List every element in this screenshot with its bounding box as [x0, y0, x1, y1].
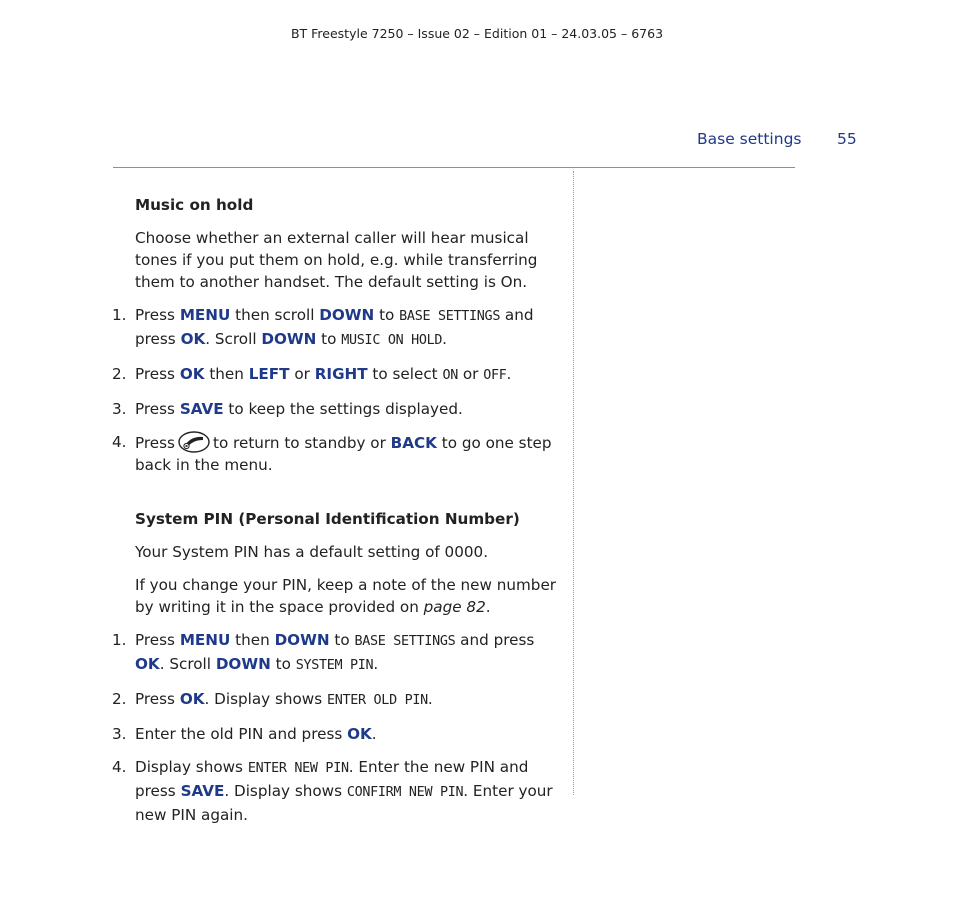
system-pin-default: Your System PIN has a default setting of 0000. — [135, 543, 489, 561]
music-on-hold-steps — [112, 304, 565, 476]
key-menu: MENU — [179, 631, 231, 649]
key-menu: MENU — [179, 306, 231, 324]
step-text: . Display shows — [224, 782, 347, 800]
step-text: to return to standby or — [212, 434, 391, 452]
step-text: . — [373, 655, 379, 673]
step-text: to — [270, 655, 296, 673]
header-rule — [113, 167, 795, 168]
list-item — [112, 363, 565, 387]
key-left: LEFT — [248, 365, 290, 383]
step-text: . — [506, 365, 512, 383]
step-text: . Scroll — [159, 655, 216, 673]
step-text: or — [458, 365, 484, 383]
step-text: to keep the settings displayed. — [223, 400, 463, 418]
step-text: . — [427, 690, 433, 708]
display-text: BASE SETTINGS — [399, 309, 501, 324]
step-text: Press — [135, 365, 180, 383]
step-text: Press — [135, 631, 180, 649]
key-save: SAVE — [179, 400, 224, 418]
step-text: then scroll — [230, 306, 320, 324]
step-text: or — [289, 365, 315, 383]
key-down: DOWN — [261, 330, 317, 348]
step-text: Press — [135, 306, 180, 324]
key-down: DOWN — [274, 631, 330, 649]
step-number: 1. — [112, 631, 127, 649]
display-text: ENTER NEW PIN — [247, 761, 349, 776]
step-text: to — [316, 330, 342, 348]
list-item — [112, 398, 565, 420]
system-pin-note — [135, 574, 565, 618]
step-text: . — [442, 330, 447, 348]
key-down: DOWN — [319, 306, 375, 324]
step-text: then — [230, 631, 275, 649]
step-text: . Display shows — [204, 690, 327, 708]
step-text: and press — [135, 306, 534, 348]
section-spacer — [135, 487, 565, 508]
step-text: to select — [367, 365, 443, 383]
end-call-icon — [178, 431, 210, 453]
step-text: to — [374, 306, 400, 324]
main-content — [112, 194, 565, 837]
note-text: . — [485, 598, 491, 616]
step-text: Press — [135, 400, 180, 418]
display-text: ON — [442, 368, 458, 383]
display-text: BASE SETTINGS — [354, 634, 456, 649]
music-on-hold-intro: Choose whether an external caller will hear musical tones if you put them on hold, e.g. while transferring them to another handset. The default setting is On. — [135, 229, 538, 291]
step-text: Press — [135, 690, 180, 708]
step-number: 2. — [112, 365, 127, 383]
step-text: then — [204, 365, 249, 383]
column-divider — [573, 171, 574, 795]
running-section-title: Base settings — [697, 130, 802, 148]
step-text: . — [371, 725, 377, 743]
system-pin-heading: System PIN (Personal Identification Number) — [135, 510, 520, 528]
step-number: 4. — [112, 433, 127, 451]
step-text: Enter the old PIN and press — [135, 725, 348, 743]
display-text: ENTER OLD PIN — [326, 693, 428, 708]
step-text: Display shows — [135, 758, 248, 776]
list-item — [112, 688, 565, 712]
display-text: OFF — [483, 368, 507, 383]
key-right: RIGHT — [314, 365, 368, 383]
display-text: MUSIC ON HOLD — [341, 333, 443, 348]
page-reference: page 82 — [423, 598, 486, 616]
step-text: . Enter your new PIN again. — [135, 782, 553, 824]
step-text: to go one step back in the menu. — [135, 434, 552, 474]
step-number: 1. — [112, 306, 127, 324]
music-on-hold-heading: Music on hold — [135, 196, 254, 214]
list-item — [112, 723, 565, 745]
step-number: 2. — [112, 690, 127, 708]
system-pin-steps — [112, 629, 565, 826]
step-number: 3. — [112, 400, 127, 418]
key-save: SAVE — [180, 782, 225, 800]
note-text: If you change your PIN, keep a note of the new number by writing it in the space provided on — [135, 576, 557, 616]
key-ok: OK — [347, 725, 372, 743]
step-number: 4. — [112, 758, 127, 776]
list-item — [112, 756, 565, 826]
key-ok: OK — [135, 655, 160, 673]
key-ok: OK — [179, 690, 205, 708]
step-text: . Enter the new PIN and press — [135, 758, 529, 800]
list-item — [112, 304, 565, 352]
display-text: SYSTEM PIN — [295, 658, 374, 673]
key-back: BACK — [390, 434, 437, 452]
key-ok: OK — [180, 330, 206, 348]
key-down: DOWN — [215, 655, 271, 673]
list-item — [112, 629, 565, 677]
key-ok: OK — [179, 365, 205, 383]
page-number: 55 — [837, 130, 857, 148]
step-text: and press — [455, 631, 535, 649]
display-text: CONFIRM NEW PIN — [346, 785, 464, 800]
step-text: . Scroll — [205, 330, 262, 348]
step-number: 3. — [112, 725, 127, 743]
step-text: Press — [135, 434, 175, 452]
list-item — [112, 431, 565, 476]
step-text: to — [329, 631, 355, 649]
document-info-header: BT Freestyle 7250 – Issue 02 – Edition 01 – 24.03.05 – 6763 — [290, 26, 664, 41]
